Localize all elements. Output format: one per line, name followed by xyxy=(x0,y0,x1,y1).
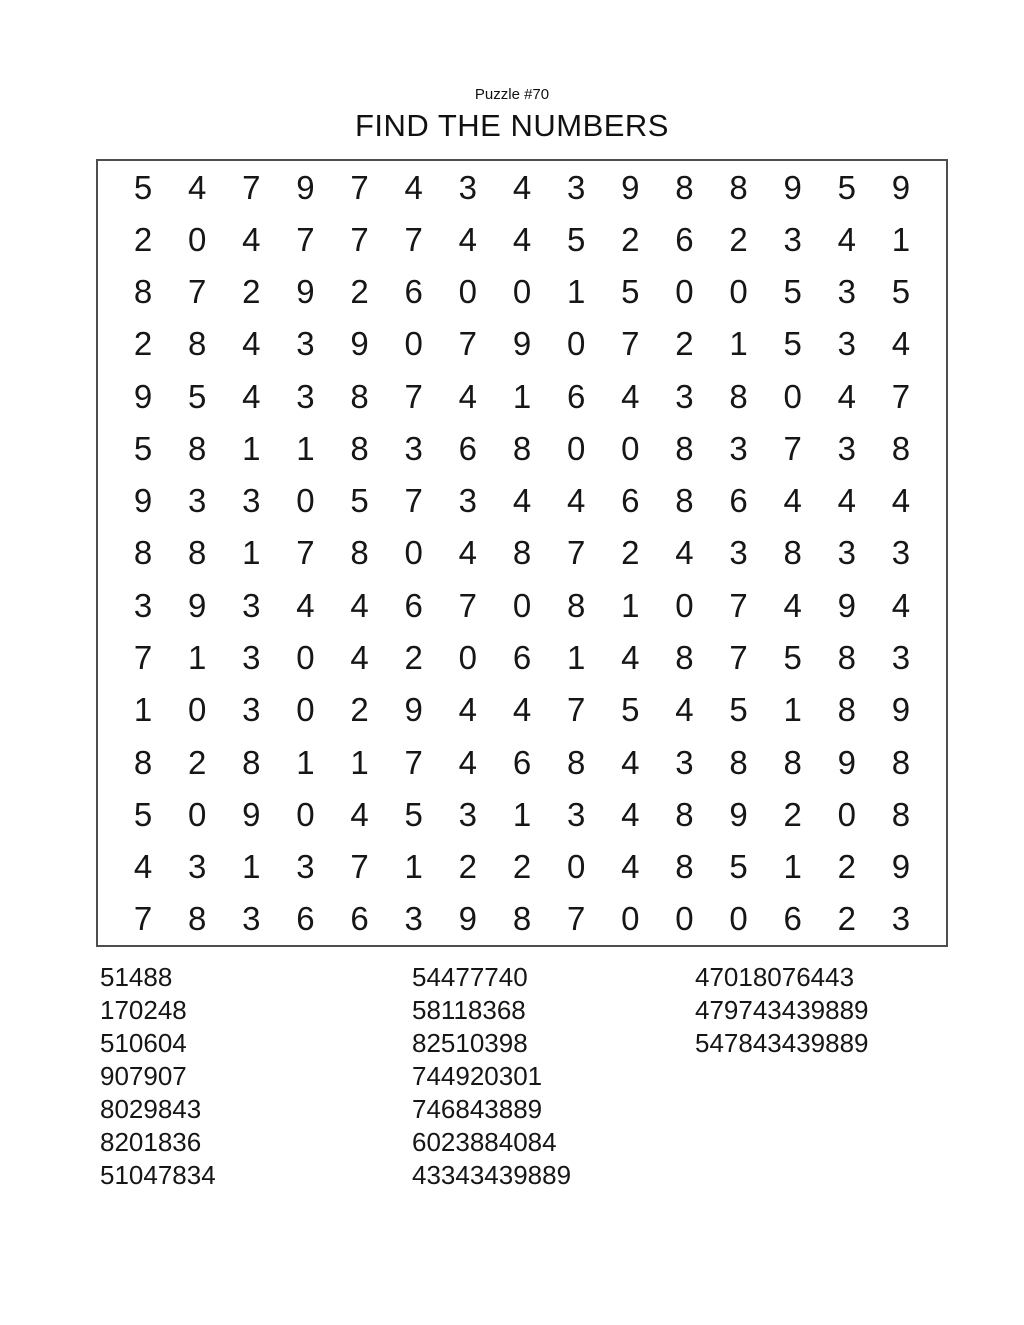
grid-cell: 5 xyxy=(891,273,911,311)
grid-cell: 4 xyxy=(891,482,911,520)
grid-cell: 0 xyxy=(566,429,586,467)
grid-cell: 5 xyxy=(133,168,153,206)
grid-cell: 9 xyxy=(891,848,911,886)
grid-cell: 4 xyxy=(458,691,478,729)
grid-cell: 3 xyxy=(242,691,261,729)
grid-cell: 6 xyxy=(350,900,369,938)
grid-cell: 0 xyxy=(729,900,748,938)
grid-cell: 3 xyxy=(566,168,586,206)
grid-cell: 3 xyxy=(188,848,207,886)
grid-cell: 2 xyxy=(675,325,694,363)
grid-cell: 6 xyxy=(566,377,586,415)
grid-cell: 7 xyxy=(458,586,478,624)
grid-cell: 7 xyxy=(404,743,423,781)
grid-cell: 6 xyxy=(621,482,640,520)
grid-cell: 9 xyxy=(621,168,640,206)
grid-cell: 3 xyxy=(242,586,261,624)
grid-cell: 4 xyxy=(621,639,640,677)
number-list-item: 51488 xyxy=(100,962,173,992)
grid-cell: 5 xyxy=(783,273,802,311)
grid-cell: 3 xyxy=(675,377,694,415)
number-list-item: 479743439889 xyxy=(695,995,869,1025)
grid-cell: 0 xyxy=(512,586,532,624)
grid-cell: 4 xyxy=(512,220,532,258)
grid-cell: 7 xyxy=(296,220,315,258)
grid-cell: 6 xyxy=(783,900,802,938)
grid-cell: 8 xyxy=(891,743,911,781)
grid-cell: 2 xyxy=(458,848,478,886)
grid-cell: 4 xyxy=(350,586,369,624)
grid-cell: 9 xyxy=(296,168,315,206)
grid-cell: 4 xyxy=(458,743,478,781)
grid-cell: 8 xyxy=(783,534,802,572)
grid-cell: 1 xyxy=(242,848,261,886)
grid-cell: 9 xyxy=(404,691,423,729)
grid-cell: 5 xyxy=(133,429,153,467)
grid-cell: 8 xyxy=(242,743,261,781)
grid-cell: 2 xyxy=(350,273,369,311)
grid-cell: 5 xyxy=(837,168,856,206)
grid-cell: 9 xyxy=(133,377,153,415)
number-list-item: 6023884084 xyxy=(412,1127,557,1157)
grid-cell: 4 xyxy=(837,482,856,520)
grid-cell: 0 xyxy=(837,795,856,833)
grid-cell: 8 xyxy=(512,900,532,938)
grid-cell: 1 xyxy=(512,377,532,415)
grid-cell: 8 xyxy=(675,639,694,677)
number-list-item: 82510398 xyxy=(412,1028,528,1058)
grid-cell: 6 xyxy=(675,220,694,258)
number-list-item: 510604 xyxy=(100,1028,187,1058)
grid-cell: 3 xyxy=(891,639,911,677)
grid-cell: 7 xyxy=(891,377,911,415)
grid-cell: 4 xyxy=(837,377,856,415)
grid-cell: 8 xyxy=(566,743,586,781)
grid-cell: 5 xyxy=(350,482,369,520)
grid-cell: 2 xyxy=(621,220,640,258)
grid-cell: 1 xyxy=(133,691,153,729)
grid-cell: 8 xyxy=(188,325,207,363)
grid-cell: 5 xyxy=(783,639,802,677)
grid-cell: 3 xyxy=(837,273,856,311)
grid-cell: 1 xyxy=(296,743,315,781)
grid-cell: 0 xyxy=(296,639,315,677)
grid-cell: 3 xyxy=(242,900,261,938)
grid-cell: 2 xyxy=(837,848,856,886)
grid-cell: 4 xyxy=(458,377,478,415)
grid-cell: 7 xyxy=(350,220,369,258)
grid-cell: 7 xyxy=(404,482,423,520)
grid-cell: 4 xyxy=(133,848,153,886)
grid-cell: 0 xyxy=(296,691,315,729)
grid-cell: 3 xyxy=(891,900,911,938)
grid-cell: 2 xyxy=(188,743,207,781)
grid-cell: 7 xyxy=(350,168,369,206)
number-list-item: 907907 xyxy=(100,1061,187,1091)
grid-cell: 4 xyxy=(512,691,532,729)
number-list-item: 54477740 xyxy=(412,962,528,992)
grid-cell: 1 xyxy=(621,586,640,624)
grid-cell: 0 xyxy=(566,848,586,886)
grid-cell: 8 xyxy=(350,429,369,467)
number-list-column-2 xyxy=(412,961,571,1192)
grid-cell: 3 xyxy=(458,795,478,833)
grid-cell: 8 xyxy=(133,743,153,781)
grid-cell: 8 xyxy=(729,743,748,781)
grid-cell: 9 xyxy=(837,586,856,624)
grid-cell: 3 xyxy=(242,639,261,677)
grid-cell: 8 xyxy=(675,848,694,886)
grid-cell: 2 xyxy=(837,900,856,938)
grid-cell: 3 xyxy=(458,168,478,206)
grid-cell: 7 xyxy=(566,900,586,938)
grid-cell: 9 xyxy=(296,273,315,311)
grid-cell: 8 xyxy=(729,377,748,415)
grid-cell: 1 xyxy=(242,534,261,572)
grid-cell: 9 xyxy=(188,586,207,624)
grid-cell: 7 xyxy=(133,639,153,677)
grid-cell: 6 xyxy=(404,273,423,311)
grid-cell: 2 xyxy=(729,220,748,258)
grid-cell: 8 xyxy=(350,534,369,572)
grid-cell: 8 xyxy=(566,586,586,624)
number-list-item: 170248 xyxy=(100,995,187,1025)
grid-cell: 3 xyxy=(837,325,856,363)
grid-cell: 1 xyxy=(188,639,207,677)
grid-cell: 9 xyxy=(133,482,153,520)
grid-cell: 8 xyxy=(675,429,694,467)
grid-cell: 1 xyxy=(404,848,423,886)
grid-cell: 9 xyxy=(783,168,802,206)
grid-cell: 9 xyxy=(350,325,369,363)
grid-cell: 4 xyxy=(188,168,207,206)
grid-cell: 8 xyxy=(133,273,153,311)
grid-cell: 1 xyxy=(783,691,802,729)
grid-cell: 1 xyxy=(296,429,315,467)
number-list-item: 51047834 xyxy=(100,1160,216,1190)
grid-cell: 8 xyxy=(675,795,694,833)
grid-cell: 0 xyxy=(296,482,315,520)
grid-cell: 1 xyxy=(566,273,586,311)
grid-cell: 5 xyxy=(566,220,586,258)
grid-cell: 9 xyxy=(891,168,911,206)
grid-cell: 5 xyxy=(133,795,153,833)
number-grid xyxy=(96,159,948,947)
grid-cell: 2 xyxy=(404,639,423,677)
number-list-column-3 xyxy=(695,961,869,1060)
grid-cell: 3 xyxy=(404,429,423,467)
number-list-item: 58118368 xyxy=(412,995,526,1025)
grid-cell: 7 xyxy=(350,848,369,886)
grid-cell: 9 xyxy=(458,900,478,938)
grid-cell: 8 xyxy=(188,900,207,938)
grid-cell: 3 xyxy=(242,482,261,520)
grid-cell: 0 xyxy=(188,795,207,833)
grid-cell: 4 xyxy=(783,586,802,624)
grid-cell: 4 xyxy=(296,586,315,624)
grid-cell: 2 xyxy=(242,273,261,311)
grid-cell: 7 xyxy=(404,377,423,415)
grid-cell: 0 xyxy=(621,900,640,938)
grid-cell: 7 xyxy=(621,325,640,363)
grid-cell: 0 xyxy=(512,273,532,311)
grid-cell: 7 xyxy=(458,325,478,363)
grid-cell: 5 xyxy=(729,848,748,886)
grid-cell: 7 xyxy=(729,586,748,624)
grid-cell: 7 xyxy=(242,168,261,206)
grid-cell: 3 xyxy=(729,429,748,467)
puzzle-number-subtitle: Puzzle #70 xyxy=(474,86,550,103)
grid-cell: 4 xyxy=(621,743,640,781)
grid-cell: 2 xyxy=(133,220,153,258)
grid-cell: 9 xyxy=(891,691,911,729)
grid-cell: 0 xyxy=(458,273,478,311)
grid-cell: 8 xyxy=(675,482,694,520)
grid-cell: 7 xyxy=(783,429,802,467)
grid-cell: 4 xyxy=(621,848,640,886)
grid-cell: 3 xyxy=(675,743,694,781)
page-title: FIND THE NUMBERS xyxy=(354,108,669,143)
grid-cell: 7 xyxy=(133,900,153,938)
grid-cell: 4 xyxy=(242,325,261,363)
grid-cell: 2 xyxy=(133,325,153,363)
grid-cell: 8 xyxy=(783,743,802,781)
grid-cell: 0 xyxy=(675,273,694,311)
grid-cell: 6 xyxy=(512,639,532,677)
grid-cell: 4 xyxy=(350,795,369,833)
grid-cell: 0 xyxy=(621,429,640,467)
grid-cell: 8 xyxy=(512,534,532,572)
grid-cell: 1 xyxy=(729,325,748,363)
grid-cell: 4 xyxy=(512,482,532,520)
grid-cell: 3 xyxy=(296,377,315,415)
grid-cell: 7 xyxy=(566,534,586,572)
grid-cell: 0 xyxy=(566,325,586,363)
grid-cell: 8 xyxy=(512,429,532,467)
grid-cell: 5 xyxy=(621,691,640,729)
grid-cell: 8 xyxy=(188,429,207,467)
number-list-item: 8201836 xyxy=(100,1127,202,1157)
grid-cell: 4 xyxy=(512,168,532,206)
grid-cell: 3 xyxy=(891,534,911,572)
grid-cell: 6 xyxy=(404,586,423,624)
grid-cell: 4 xyxy=(891,586,911,624)
grid-cell: 3 xyxy=(133,586,153,624)
grid-cell: 0 xyxy=(729,273,748,311)
grid-cell: 7 xyxy=(566,691,586,729)
grid-cell: 8 xyxy=(188,534,207,572)
grid-cell: 4 xyxy=(891,325,911,363)
number-list-column-1 xyxy=(100,961,216,1192)
grid-cell: 6 xyxy=(512,743,532,781)
grid-cell: 0 xyxy=(188,220,207,258)
grid-cell: 5 xyxy=(621,273,640,311)
number-list-item: 746843889 xyxy=(412,1094,543,1124)
grid-cell: 1 xyxy=(242,429,261,467)
number-list-item: 8029843 xyxy=(100,1094,202,1124)
grid-cell: 8 xyxy=(837,691,856,729)
grid-cell: 7 xyxy=(729,639,748,677)
grid-cell: 8 xyxy=(891,795,911,833)
number-list-item: 47018076443 xyxy=(695,962,855,992)
grid-cell: 6 xyxy=(296,900,315,938)
grid-cell: 4 xyxy=(242,220,261,258)
grid-cell: 5 xyxy=(404,795,423,833)
grid-cell: 7 xyxy=(188,273,207,311)
grid-cell: 4 xyxy=(675,534,694,572)
grid-cell: 3 xyxy=(296,848,315,886)
grid-cell: 2 xyxy=(350,691,369,729)
grid-cell: 1 xyxy=(512,795,532,833)
grid-cell: 4 xyxy=(621,795,640,833)
grid-cell: 3 xyxy=(404,900,423,938)
grid-cell: 0 xyxy=(296,795,315,833)
grid-cell: 9 xyxy=(512,325,532,363)
grid-cell: 7 xyxy=(404,220,423,258)
grid-cell: 4 xyxy=(242,377,261,415)
grid-cell: 8 xyxy=(837,639,856,677)
grid-cell: 1 xyxy=(783,848,802,886)
grid-cell: 9 xyxy=(242,795,261,833)
grid-cell: 0 xyxy=(458,639,478,677)
grid-cell: 9 xyxy=(837,743,856,781)
grid-cell: 3 xyxy=(458,482,478,520)
grid-cell: 4 xyxy=(350,639,369,677)
number-list-item: 744920301 xyxy=(412,1061,543,1091)
grid-cell: 1 xyxy=(350,743,369,781)
grid-cell: 0 xyxy=(675,900,694,938)
grid-cell: 0 xyxy=(783,377,802,415)
grid-cell: 4 xyxy=(621,377,640,415)
grid-cell: 3 xyxy=(188,482,207,520)
grid-cell: 0 xyxy=(675,586,694,624)
grid-cell: 4 xyxy=(783,482,802,520)
grid-cell: 4 xyxy=(566,482,586,520)
grid-cell: 0 xyxy=(404,325,423,363)
grid-cell: 6 xyxy=(729,482,748,520)
grid-cell: 4 xyxy=(675,691,694,729)
grid-cell: 4 xyxy=(404,168,423,206)
grid-cell: 1 xyxy=(566,639,586,677)
grid-cell: 3 xyxy=(566,795,586,833)
grid-cell: 3 xyxy=(837,534,856,572)
grid-cell: 0 xyxy=(188,691,207,729)
grid-cell: 4 xyxy=(458,220,478,258)
grid-cell: 1 xyxy=(891,220,911,258)
number-list-item: 43343439889 xyxy=(412,1160,572,1190)
grid-cell: 4 xyxy=(458,534,478,572)
grid-cell: 5 xyxy=(783,325,802,363)
grid-cell: 5 xyxy=(188,377,207,415)
grid-cell: 6 xyxy=(458,429,478,467)
grid-cell: 9 xyxy=(729,795,748,833)
grid-cell: 3 xyxy=(783,220,802,258)
grid-cell: 8 xyxy=(675,168,694,206)
grid-cell: 2 xyxy=(512,848,532,886)
grid-cell: 3 xyxy=(729,534,748,572)
grid-cell: 8 xyxy=(891,429,911,467)
grid-cell: 2 xyxy=(783,795,802,833)
grid-cell: 0 xyxy=(404,534,423,572)
grid-cell: 8 xyxy=(133,534,153,572)
grid-cell: 8 xyxy=(350,377,369,415)
number-list-item: 547843439889 xyxy=(695,1028,869,1058)
grid-cell: 5 xyxy=(729,691,748,729)
grid-cell: 7 xyxy=(296,534,315,572)
grid-cell: 8 xyxy=(729,168,748,206)
grid-cell: 3 xyxy=(837,429,856,467)
grid-cell: 3 xyxy=(296,325,315,363)
grid-cell: 2 xyxy=(621,534,640,572)
grid-cell: 4 xyxy=(837,220,856,258)
